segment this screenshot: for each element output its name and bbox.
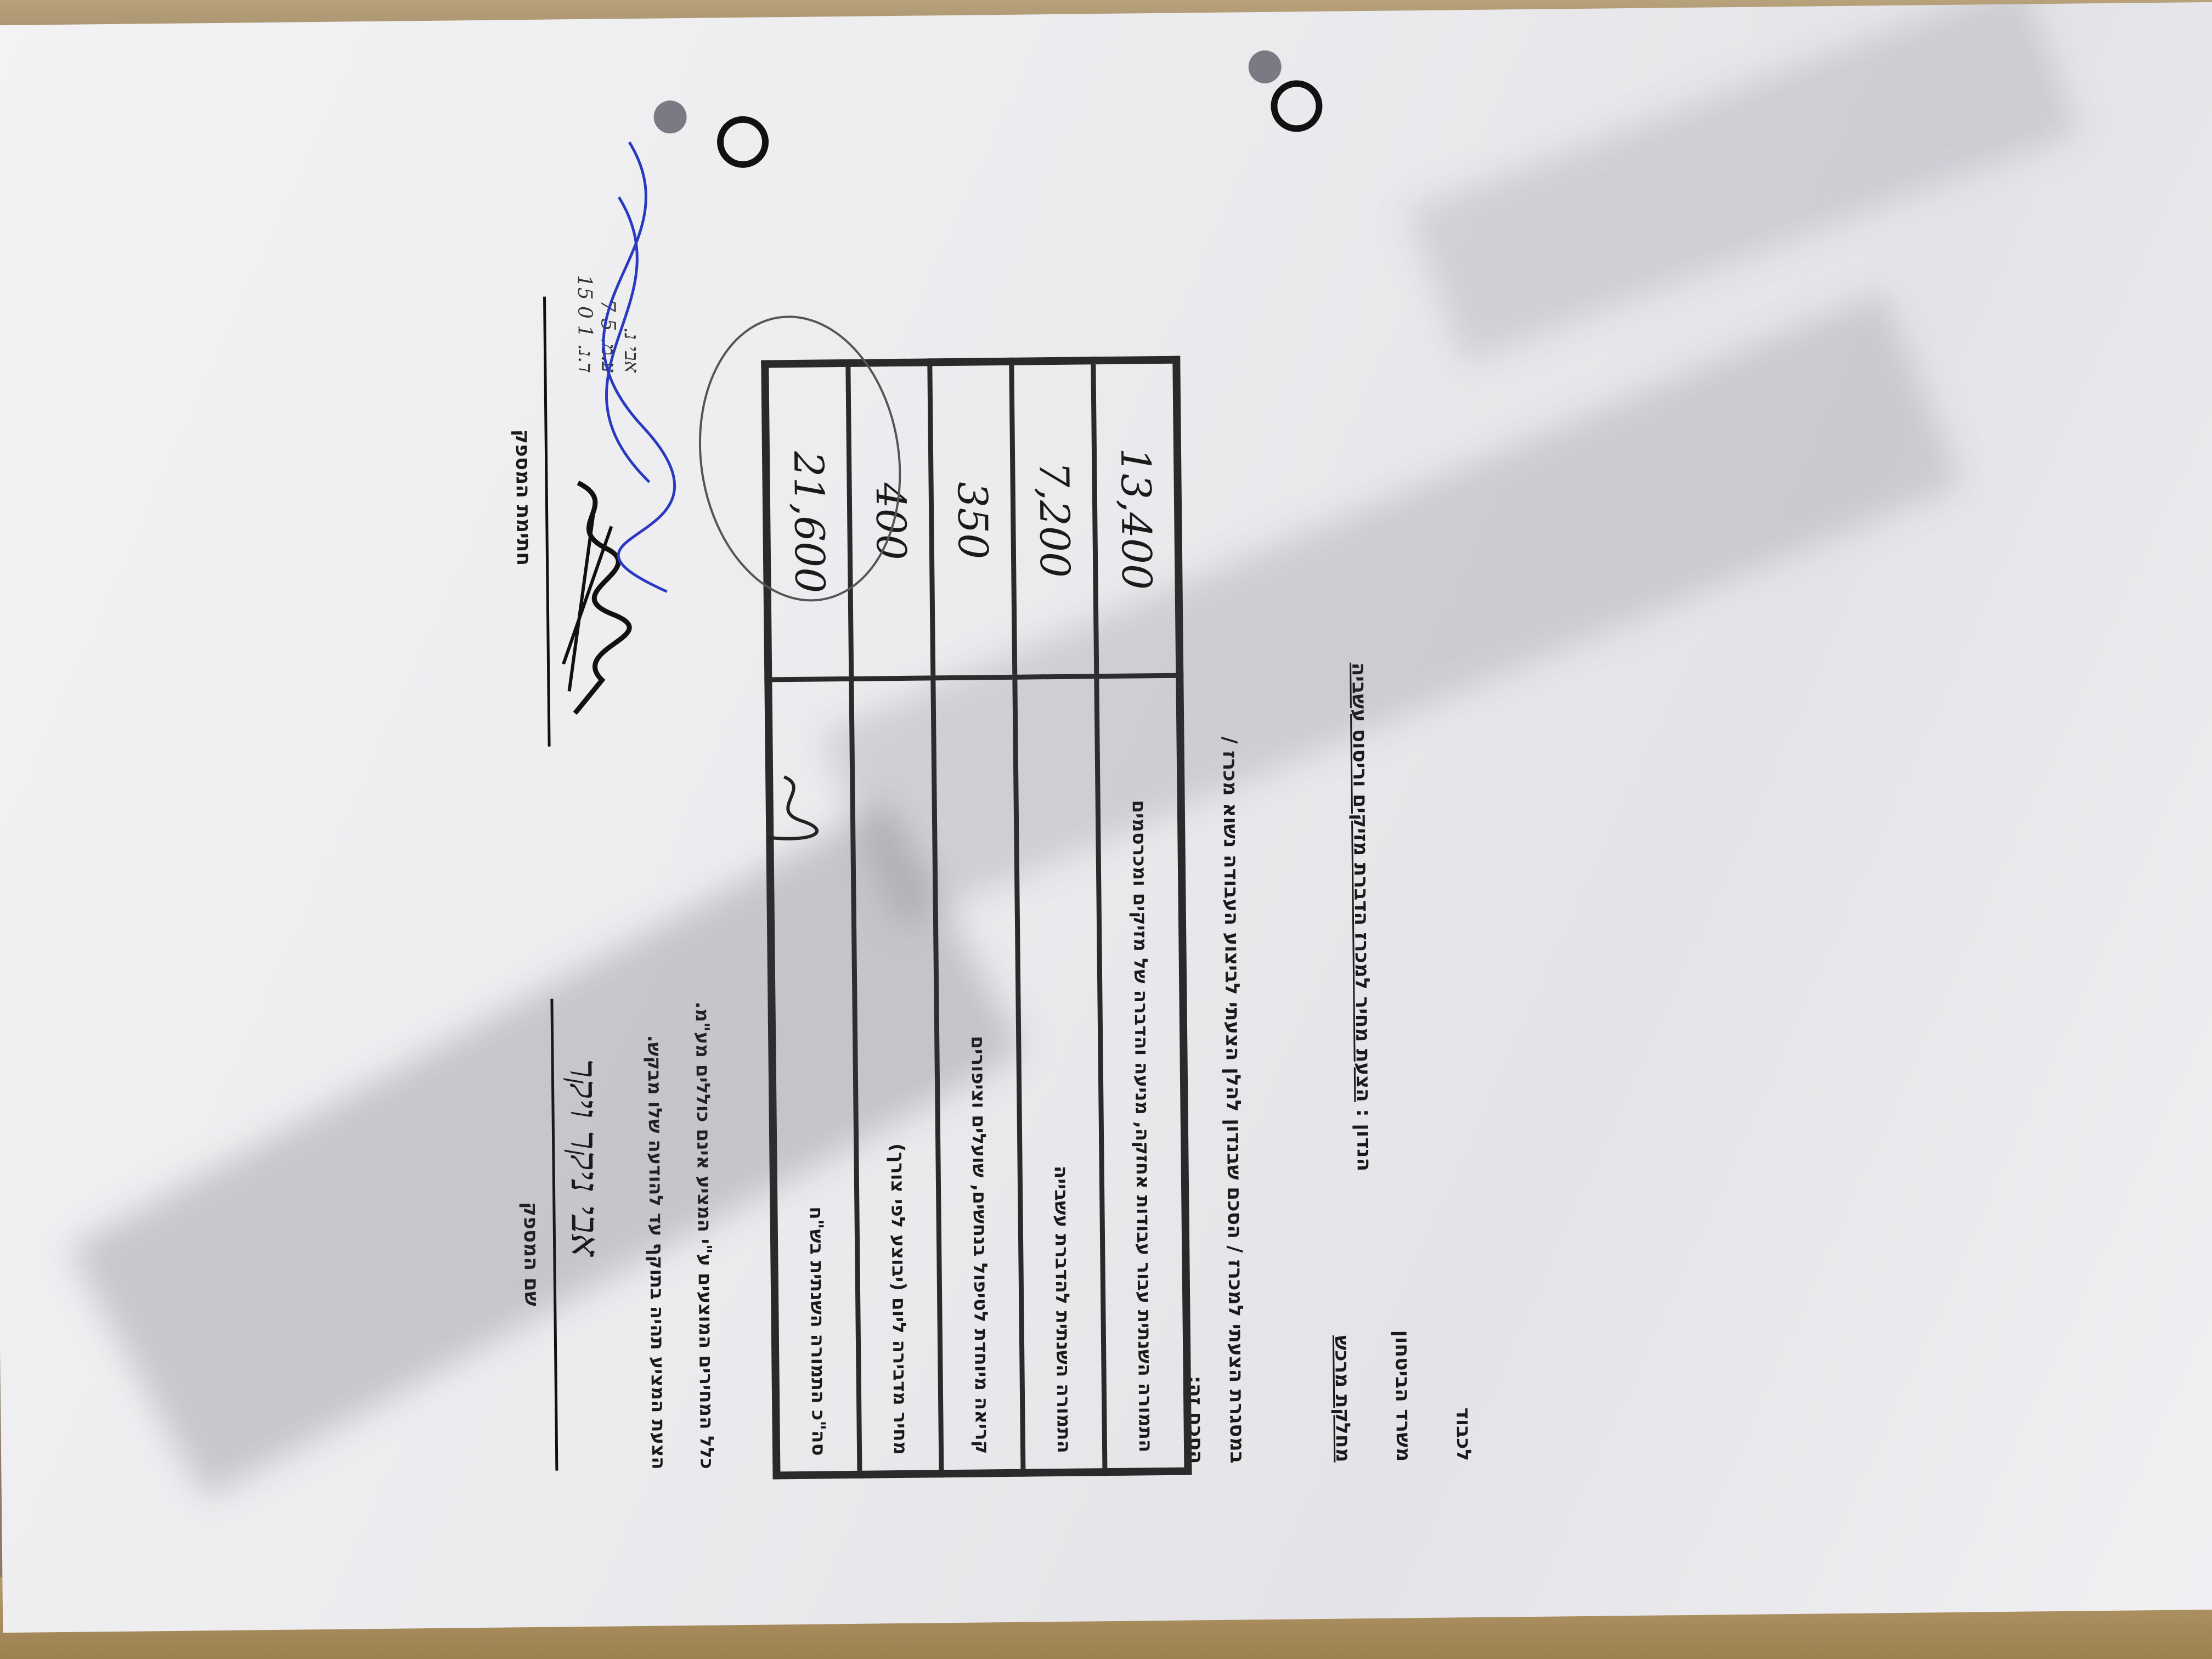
note-validity: הצעת המציע תהיה בתוקף עד להודעה שלו מבקש.: [643, 1035, 670, 1470]
row-value: 7,200: [1012, 360, 1097, 677]
recipient-line-3: מחלקת מרכש: [1330, 1335, 1355, 1463]
signer-name-handwritten: אבי ניקר ויקר: [561, 1058, 608, 1257]
margin-note-line: ע.מ. 5 7: [596, 299, 620, 373]
note-vat: כלל המחירים המוצעים ע"י המציע אינם כוללים מע"מ.: [691, 1001, 718, 1469]
supplier-signature-label: חתימת המספק: [511, 429, 535, 566]
initials-scribble: [768, 777, 817, 839]
letter-content: [507, 21, 1676, 1597]
margin-note-line: ד.נ. 1 0 15: [573, 274, 597, 374]
row-description: התמורה השנתית עבור עבודות אחזקה, מניעה והדברה של מזיקים ומכרסמים: [1097, 675, 1188, 1472]
total-value: 21,600: [765, 363, 851, 680]
total-circle-mark: [681, 303, 919, 614]
supplier-name-label: שם המספק: [519, 1201, 543, 1307]
recipient-line-2: משרד הביטחון: [1390, 1330, 1415, 1462]
recipient-line-1: לכבוד: [1452, 1407, 1475, 1462]
paper-sheet: [0, 2, 2212, 1633]
row-description: קריאה מיוחדת לטיפול בנחשים, שועלים וציפורים: [933, 678, 1023, 1474]
intro-line-1: במסגרת הצעתי למכרז / הסכם שבנדון להלן הצעתי לביצוע העבודה נשוא מכרז /: [1218, 736, 1249, 1464]
intro-line-2: הסכם זה:: [1183, 1375, 1207, 1464]
ink-marks: [507, 21, 1676, 1597]
margin-note-line: אבי נ.: [619, 326, 643, 373]
row-value: 400: [848, 362, 933, 679]
row-description: התמורה השנתית להדברת עשבייה: [1015, 676, 1105, 1473]
row-value: 350: [930, 362, 1015, 678]
blue-pen-signature: [601, 142, 675, 592]
subject-prefix: הנדון :: [1352, 1109, 1375, 1172]
row-description: מחיר מדבירה ליום (יבוצע לפי צורך): [851, 678, 941, 1475]
total-description: סה"כ התמורה השנתית בש"ח: [768, 679, 860, 1476]
subject-text: הצעת מחיר למכרז הדברת מזיקים וריסוס עשביה: [1347, 662, 1375, 1102]
row-value: 13,400: [1093, 360, 1180, 676]
